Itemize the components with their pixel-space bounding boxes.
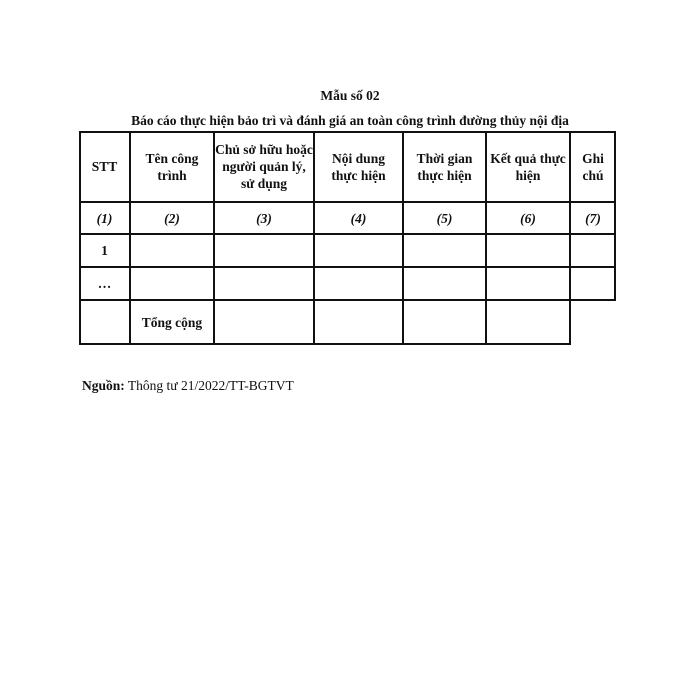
source-text: Thông tư 21/2022/TT-BGTVT <box>127 378 294 393</box>
report-table <box>79 131 616 345</box>
col-number-6: (6) <box>520 210 536 226</box>
table-line <box>79 233 616 235</box>
table-line <box>79 266 616 268</box>
total-label: Tổng cộng <box>141 315 203 330</box>
table-line <box>213 131 215 345</box>
table-line <box>485 131 487 345</box>
table-line <box>129 131 131 345</box>
source-label: Nguồn: <box>82 378 125 393</box>
table-border-left <box>79 131 81 345</box>
col-number-5: (5) <box>436 210 453 226</box>
col-header-content: Nội dung thực hiện <box>331 150 386 183</box>
col-header-result: Kết quả thực hiện <box>490 150 566 183</box>
col-header-name: Tên công trình <box>145 150 199 183</box>
col-header-owner: Chủ sở hữu hoặc người quản lý, sử dụng <box>215 142 313 191</box>
col-number-1: (1) <box>96 210 113 226</box>
table-line <box>313 131 315 345</box>
table-line <box>79 201 616 203</box>
col-number-2: (2) <box>164 210 180 226</box>
report-title: Báo cáo thực hiện bảo trì và đánh giá an toàn công trình đường thủy nội địa <box>131 113 569 128</box>
row-stt-2: … <box>97 276 112 291</box>
table-border-bottom <box>79 343 571 345</box>
table-border-top <box>79 131 616 133</box>
col-number-7: (7) <box>585 210 601 226</box>
table-line <box>79 299 616 301</box>
form-number: Mẫu số 02 <box>320 88 380 103</box>
col-header-stt: STT <box>91 159 118 174</box>
col-number-3: (3) <box>256 210 272 226</box>
col-number-4: (4) <box>350 210 367 226</box>
row-stt-1: 1 <box>101 243 108 258</box>
col-header-time: Thời gian thực hiện <box>416 150 473 183</box>
col-header-note: Ghi chú <box>582 150 604 183</box>
table-border-right <box>614 131 616 301</box>
source-note <box>82 378 294 394</box>
table-line <box>569 131 571 345</box>
table-line <box>402 131 404 345</box>
